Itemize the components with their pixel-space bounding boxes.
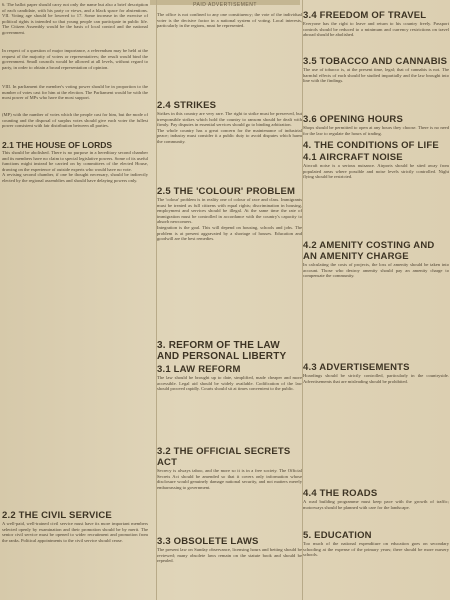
col1-para4-text: (MP) with the number of votes which the people cast for him, but the mode of counting and the disposal of surplus votes should give each voter the fullest power consistent with fair distribution between all parties. <box>2 112 148 129</box>
section-3-5 <box>303 56 449 84</box>
text-4-1: Aircraft noise is a serious nuisance. Airports should be sited away from populated areas where possible and noise levels strictly controlled. Night flying should be restricted. <box>303 163 449 180</box>
text-4-3: Hoardings should be strictly controlled, particularly in the countryside. Advertisements that are misleading should be prohibited. <box>303 373 449 384</box>
col1-para4-block <box>2 112 148 129</box>
text-3-6: Shops should be permitted to open at any hours they choose. There is no need for the law to regulate the hours of trading. <box>303 125 449 136</box>
heading-3-5: 3.5 TOBACCO AND CANNABIS <box>303 56 448 67</box>
text-3-4: Everyone has the right to leave and return to his country freely. Passport controls should be reduced to a minimum and currency restrictions on travel abroad should be abolished. <box>303 21 449 38</box>
text-4-2: In calculating the costs of projects, the loss of amenity should be taken into account. Those who destroy amenity should pay an amenity charge to compensate the community. <box>303 262 449 279</box>
text-2-5b: Integration is the goal. This will depend on housing, schools and jobs. The problem is at present aggravated by a shortage of houses. Education and goodwill are the best remedies. <box>157 224 302 242</box>
col1-intro-block <box>2 2 148 36</box>
heading-4-4: 4.4 THE ROADS <box>303 488 378 499</box>
section-4 <box>303 140 449 151</box>
text-3-2: Secrecy is always taboo, and the more so it is in a free society. The Official Secrets Act should be amended so that it covers only information whose disclosure would genuinely damage national security, and not matters merely embarrassing to government. <box>157 468 302 490</box>
section-5 <box>303 530 449 558</box>
heading-2-1: 2.1 THE HOUSE OF LORDS <box>2 140 113 150</box>
section-4-1 <box>303 152 449 180</box>
heading-3-3: 3.3 OBSOLETE LAWS <box>157 536 259 547</box>
heading-2-5: 2.5 THE 'COLOUR' PROBLEM <box>157 186 296 197</box>
heading-3-2: 3.2 THE OFFICIAL SECRETS ACT <box>157 446 291 468</box>
section-3-4 <box>303 10 449 38</box>
text-3-3: The present law on Sunday observance, licensing hours and betting should be reviewed; many obsolete laws remain on the statute book and should be repealed. <box>157 547 302 564</box>
section-3-1 <box>157 364 302 392</box>
section-3-2 <box>157 446 302 490</box>
col1-para3-block <box>2 84 148 101</box>
section-3-6 <box>303 114 449 136</box>
header-tab: PAID ADVERTISEMENT <box>193 2 257 8</box>
col2-intro-text: The office is not confined to any one constituency; the vote of the individual voter is the decisive factor in a national system of voting. Local interests, particularly in the regions, must be represented. <box>157 12 302 29</box>
heading-3: 3. REFORM OF THE LAW AND PERSONAL LIBERTY <box>157 340 287 362</box>
text-2-4: Strikes in this country are very rare. The right to strike must be preserved, but irresponsible strikes which hold the country to ransom should be dealt with firmly. Pay disputes in essential services should go to binding arbitration. <box>157 111 302 128</box>
heading-4-1: 4.1 AIRCRAFT NOISE <box>303 152 403 163</box>
text-2-4b: The whole country has a great concern for the maintenance of industrial peace; industry must consider it a public duty to avoid disputes which harm the community. <box>157 127 302 144</box>
col1-para3-text: VIII. In parliament the member's voting power should be in proportion to the number of votes cast for him at the election. The Parliament would be with the most power of MPs who have the most support. <box>2 84 148 101</box>
col1-intro-text: 6. The ballot paper should carry not only the name but also a brief description of each candidate, with his party or views, and a black space for abstentions. VII. Voting age should be lowered to 17. Some increase in the exercise of political rights is intended so that young people can participate in public life. The Citizen Assembly would be the basis of local control and the national government. <box>2 2 148 35</box>
column-2 <box>156 0 302 600</box>
col1-para2-text: In respect of a question of major importance, a referendum may be held at the request of the majority of voters or representatives; the result would bind the government. Small councils would be allowed at all levels, without regard to party, in order to obtain a broad representation of opinion. <box>2 48 148 70</box>
text-2-5: The 'colour' problem is in reality one of colour of race and class. Immigrants must be treated as full citizens with equal rights; discrimination in housing, employment and services should be illegal. At the same time the rate of immigration must be controlled in accordance with the country's capacity to absorb newcomers. <box>157 197 302 225</box>
text-2-1: This should be abolished. There is no purpose in a hereditary second chamber and its members have no claim to special legislative powers. Some of its useful functions might instead be carried on by committees of the elected House, drawing on the experience of outside experts who would have no vote. <box>2 150 148 172</box>
text-2-1b: A revising second chamber, if one be thought necessary, should be indirectly elected by the regional assemblies and should have delaying powers only. <box>2 172 148 183</box>
heading-5: 5. EDUCATION <box>303 530 372 541</box>
section-2-2 <box>2 510 148 543</box>
heading-2-2: 2.2 THE CIVIL SERVICE <box>2 510 112 521</box>
heading-4-3: 4.3 ADVERTISEMENTS <box>303 362 410 373</box>
column-1 <box>2 0 148 600</box>
heading-2-4: 2.4 STRIKES <box>157 100 217 111</box>
heading-3-4: 3.4 FREEDOM OF TRAVEL <box>303 10 427 21</box>
heading-3-6: 3.6 OPENING HOURS <box>303 114 404 125</box>
text-3-1: The law should be brought up to date, simplified, made cheaper and more accessible. Legal aid should be widely available. Codification of the law should proceed rapidly. Courts should sit at times convenient to the public. <box>157 375 302 392</box>
column-3 <box>302 0 449 600</box>
col1-para2-block <box>2 48 148 70</box>
section-4-2 <box>303 240 449 279</box>
section-3 <box>157 340 302 362</box>
text-3-5: The use of tobacco is, at the present time, legal; that of cannabis is not. The harmful effects of each should be studied impartially and the law brought into line with the findings. <box>303 67 449 84</box>
section-2-1 <box>2 140 148 184</box>
heading-4: 4. THE CONDITIONS OF LIFE <box>303 140 439 151</box>
text-2-2: A well-paid, well-trained civil service must have its more important members selected openly by examination and their promotion should be by merit. The senior civil service must be opened to wider recruitment and promotion from the ranks. Political appointments to the civil service should cease. <box>2 521 148 543</box>
section-2-5 <box>157 186 302 242</box>
text-4-4: A road building programme must keep pace with the growth of traffic; motorways should be planned with care for the landscape. <box>303 499 449 510</box>
heading-3-1: 3.1 LAW REFORM <box>157 364 241 375</box>
heading-4-2: 4.2 AMENITY COSTING AND AN AMENITY CHARGE <box>303 240 435 262</box>
section-2-4 <box>157 100 302 145</box>
section-3-3 <box>157 536 302 564</box>
section-4-3 <box>303 362 449 384</box>
col2-intro-block <box>157 12 302 29</box>
section-4-4 <box>303 488 449 510</box>
text-5: Too much of the national expenditure on education goes on secondary schooling at the expense of the primary years; there should be more nursery schools. <box>303 541 449 558</box>
